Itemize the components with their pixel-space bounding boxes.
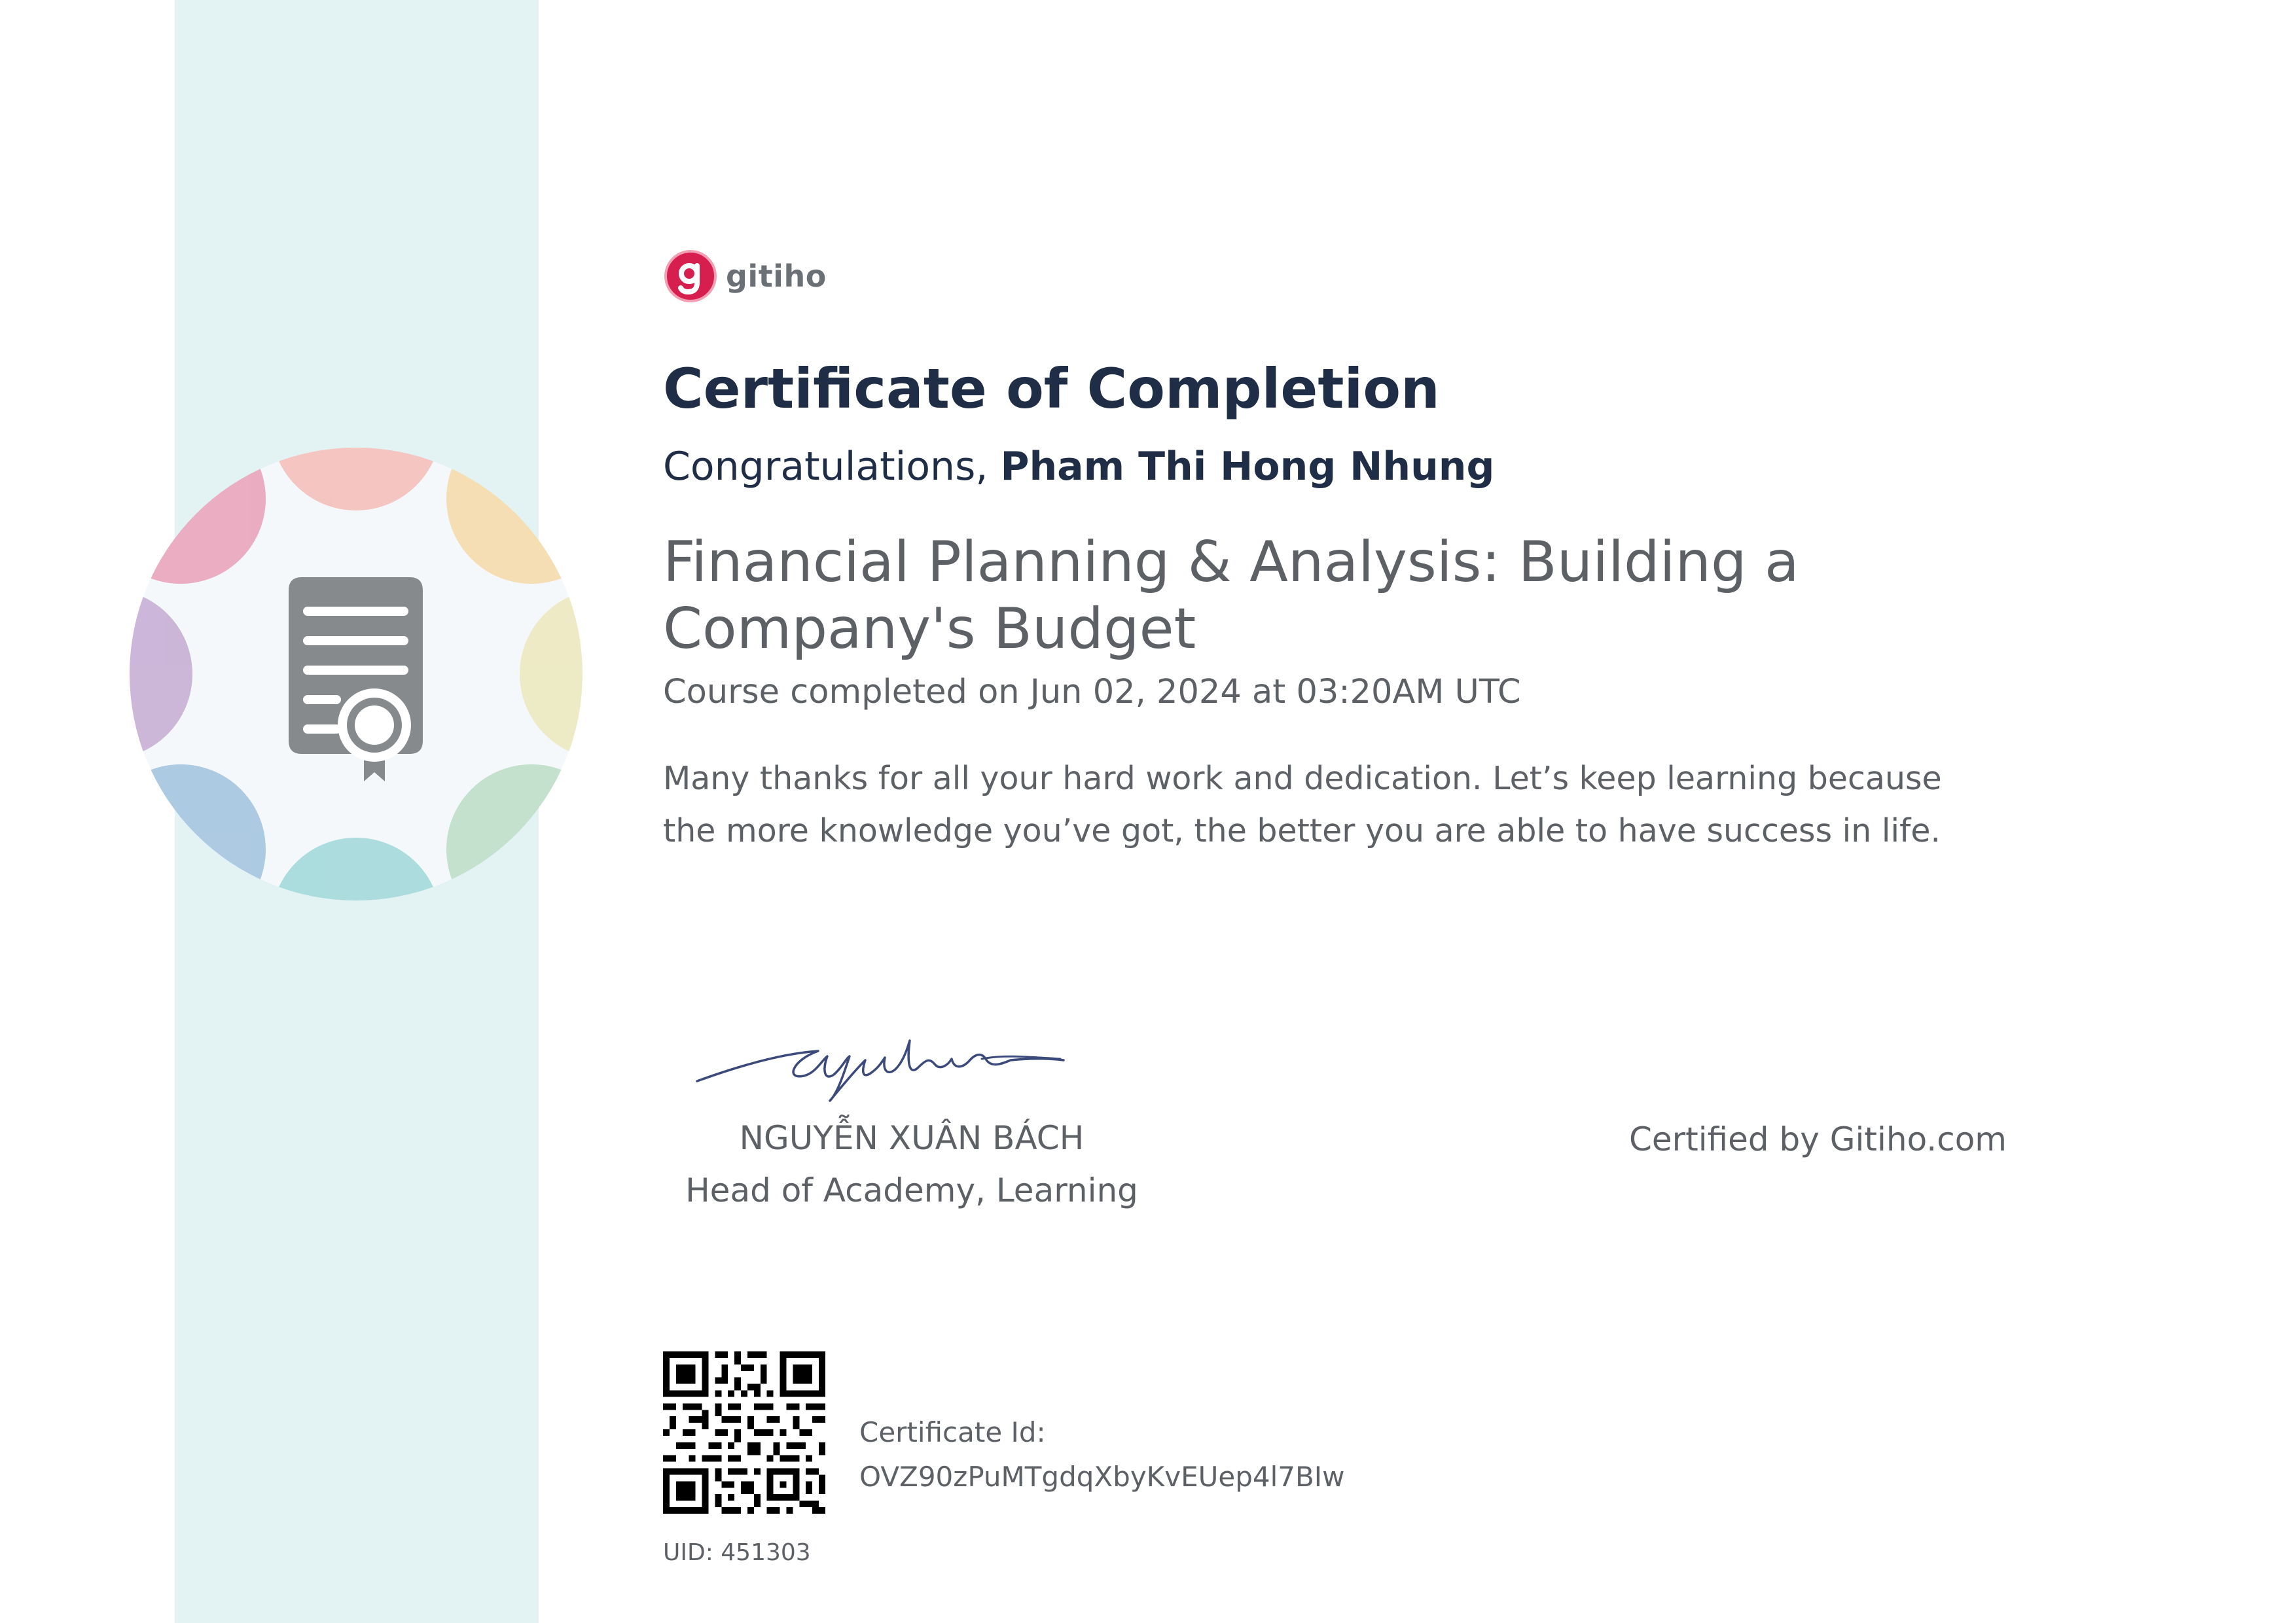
certified-by: Certified by Gitiho.com bbox=[1628, 1120, 2007, 1158]
course-title: Financial Planning & Analysis: Building a Company's Budget bbox=[663, 529, 1799, 662]
gitiho-logo-icon bbox=[663, 249, 718, 304]
brand-name: gitiho bbox=[726, 259, 827, 294]
thanks-message: Many thanks for all your hard work and dedication. Let’s keep learning because the more knowledge you’ve got, the better you are able to have success in life. bbox=[663, 760, 1942, 849]
certificate-id-value: OVZ90zPuMTgdqXbyKvEUep4l7BIw bbox=[859, 1461, 1345, 1493]
certificate-title: Certificate of Completion bbox=[663, 357, 1440, 421]
certificate-badge bbox=[128, 446, 584, 902]
qr-code bbox=[663, 1351, 825, 1514]
completion-date: Course completed on Jun 02, 2024 at 03:20AM UTC bbox=[663, 673, 1521, 711]
uid-text: UID: 451303 bbox=[663, 1539, 811, 1566]
recipient-name: Pham Thi Hong Nhung bbox=[1000, 444, 1495, 490]
signature bbox=[694, 1021, 1067, 1106]
congratulations-line bbox=[663, 444, 1494, 490]
congrats-prefix: Congratulations, bbox=[663, 444, 1001, 490]
signatory-title: Head of Academy, Learning bbox=[685, 1171, 1138, 1209]
certificate-id-label: Certificate Id: bbox=[859, 1416, 1046, 1448]
certificate-document-icon bbox=[289, 577, 423, 781]
signatory-name: NGUYỄN XUÂN BÁCH bbox=[739, 1119, 1085, 1157]
gitiho-logo bbox=[663, 249, 827, 304]
